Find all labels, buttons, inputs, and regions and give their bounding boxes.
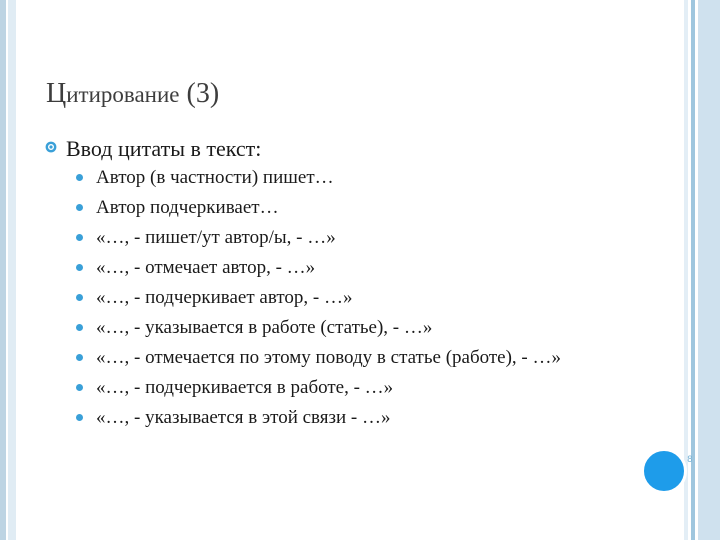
dot-bullet-icon <box>76 264 83 271</box>
list-item-text: Автор подчеркивает… <box>96 197 279 218</box>
list-item <box>76 376 636 399</box>
dot-bullet-icon <box>76 174 83 181</box>
dot-bullet-icon <box>76 414 83 421</box>
dot-bullet-icon <box>76 324 83 331</box>
main-point: Ввод цитаты в текст: <box>66 136 262 161</box>
dot-bullet-icon <box>76 294 83 301</box>
list-item <box>76 166 636 189</box>
list-item <box>76 196 636 219</box>
dot-bullet-icon <box>76 354 83 361</box>
list-item <box>76 256 636 279</box>
list-item <box>76 316 636 339</box>
list-item-text: «…, - отмечает автор, - …» <box>96 257 316 278</box>
left-decorative-border <box>0 0 16 540</box>
list-item-text: «…, - подчеркивается в работе, - …» <box>96 377 394 398</box>
side-watermark <box>686 335 700 425</box>
dot-bullet-icon <box>76 384 83 391</box>
page-number: 8 <box>687 455 693 465</box>
list-item-text: Автор (в частности) пишет… <box>96 167 334 188</box>
list-item-text: «…, - указывается в работе (статье), - …» <box>96 317 433 338</box>
dot-bullet-icon <box>76 204 83 211</box>
list-item-text: «…, - пишет/ут автор/ы, - …» <box>96 227 336 248</box>
title-first-letter: Ц <box>46 78 67 109</box>
list-item <box>76 346 636 369</box>
ring-bullet-icon <box>45 141 57 153</box>
slide-title <box>46 78 219 110</box>
list-item <box>76 286 636 309</box>
list-item-text: «…, - отмечается по этому поводу в статье (работе), - …» <box>96 347 562 368</box>
dot-bullet-icon <box>76 234 83 241</box>
title-number: (3) <box>179 78 220 109</box>
list-item <box>76 226 636 249</box>
list-item-text: «…, - указывается в этой связи - …» <box>96 407 391 428</box>
sub-point-list <box>76 166 636 436</box>
title-rest: итирование <box>66 82 180 107</box>
list-item <box>76 406 636 429</box>
decorative-circle <box>641 448 687 494</box>
list-item-text: «…, - подчеркивает автор, - …» <box>96 287 353 308</box>
